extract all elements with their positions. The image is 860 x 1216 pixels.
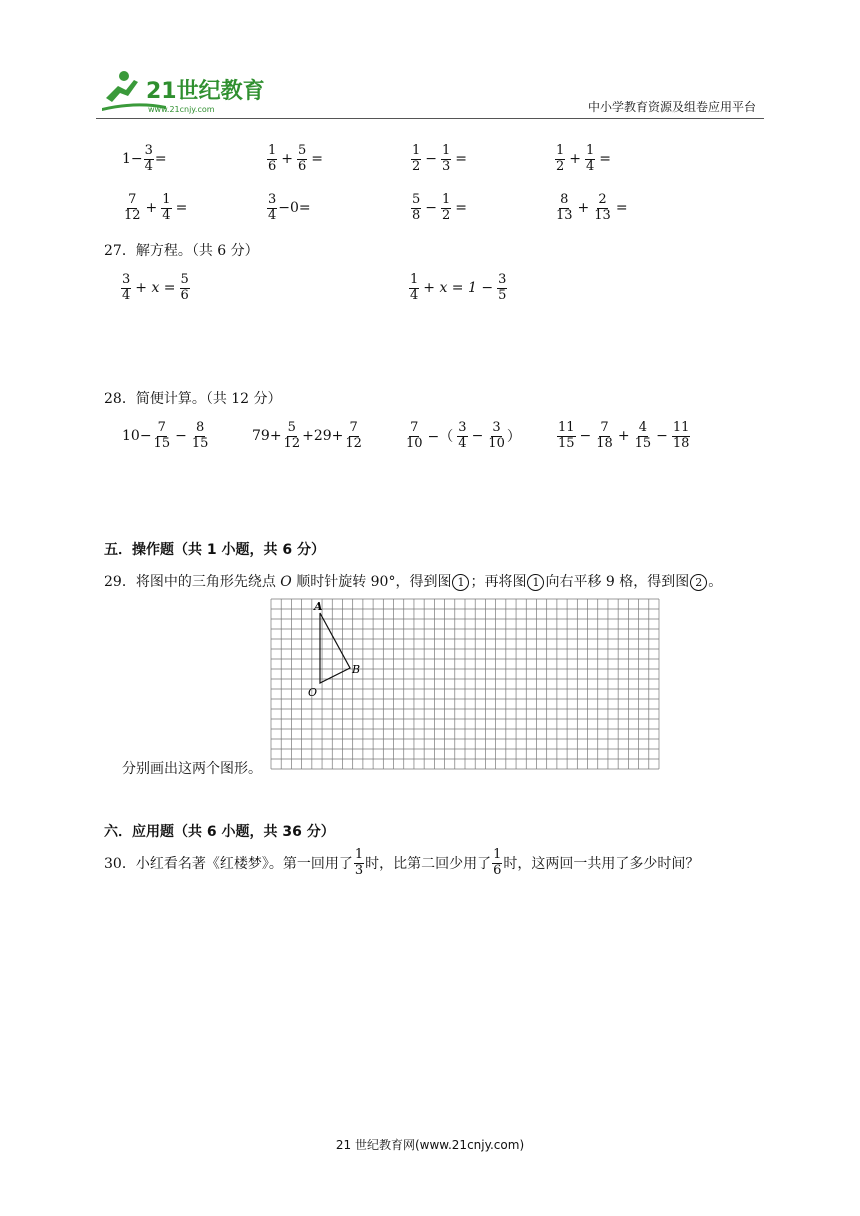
section-6-title: 六．应用题（共 6 小题，共 36 分） [104,824,335,840]
site-logo [96,68,266,116]
q29-text: 29．将图中的三角形先绕点 O 顺时针旋转 90°，得到图 1 ；再将图 1 向右平移 9 格，得到图 2 。 [104,574,723,590]
expr-r1-2: $\frac{1}{6}$ + $\frac{5}{6}$ = [268,143,324,174]
q28-expr-1: 10− $\frac{7}{15}$ − $\frac{8}{15}$ [122,420,209,451]
expr-r1-4: $\frac{1}{2}$ + $\frac{1}{4}$ = [556,143,612,174]
expr-r1-1: 1− $\frac{3}{4}$ = [122,143,167,174]
expr-r2-2: $\frac{3}{4}$ −0= [268,192,311,223]
logo-url: www.21cnjy.com [148,105,215,114]
q29-tail: 分别画出这两个图形。 [122,761,262,777]
footer-text: 21 世纪教育网(www.21cnjy.com) [335,1138,525,1152]
header-platform-text: 中小学教育资源及组卷应用平台 [587,100,756,114]
q30-text: 30．小红看名著《红楼梦》。第一回用了 $\frac{1}{3}$ 时，比第二回少用了 $\frac{1}{6}$ 时，这两回一共用了多少时间？ [104,847,700,878]
q28-expr-3: $\frac{7}{10}$ −（ $\frac{3}{4}$ − $\frac{3}{10}$ ） [406,420,521,451]
expr-r2-4: $\frac{8}{13}$ + $\frac{2}{13}$ = [556,192,628,223]
expr-r2-3: $\frac{5}{8}$ − $\frac{1}{2}$ = [412,192,468,223]
q27-title: 27．解方程。（共 6 分） [104,243,259,259]
q27-eq1: $\frac{3}{4}$ + x = $\frac{5}{6}$ [122,272,189,303]
header-divider [96,118,764,119]
grid-figure [270,598,660,770]
label-o: O [308,686,318,699]
expr-r1-3: $\frac{1}{2}$ − $\frac{1}{3}$ = [412,143,468,174]
label-b: B [352,663,361,676]
q28-title: 28．简便计算。（共 12 分） [104,391,282,407]
q28-expr-4: $\frac{11}{15}$ − $\frac{7}{18}$ + $\frac{4}{15}$ − $\frac{11}{18}$ [558,420,690,451]
section-5-title: 五．操作题（共 1 小题，共 6 分） [104,542,325,558]
logo-text: 21世纪教育 [146,79,265,104]
q28-expr-2: 79+ $\frac{5}{12}$ +29+ $\frac{7}{12}$ [252,420,362,451]
label-a: A [314,600,323,613]
triangle-aob [320,613,350,683]
expr-r2-1: $\frac{7}{12}$ + $\frac{1}{4}$ = [124,192,188,223]
q27-eq2: $\frac{1}{4}$ + x = 1 − $\frac{3}{5}$ [410,272,507,303]
